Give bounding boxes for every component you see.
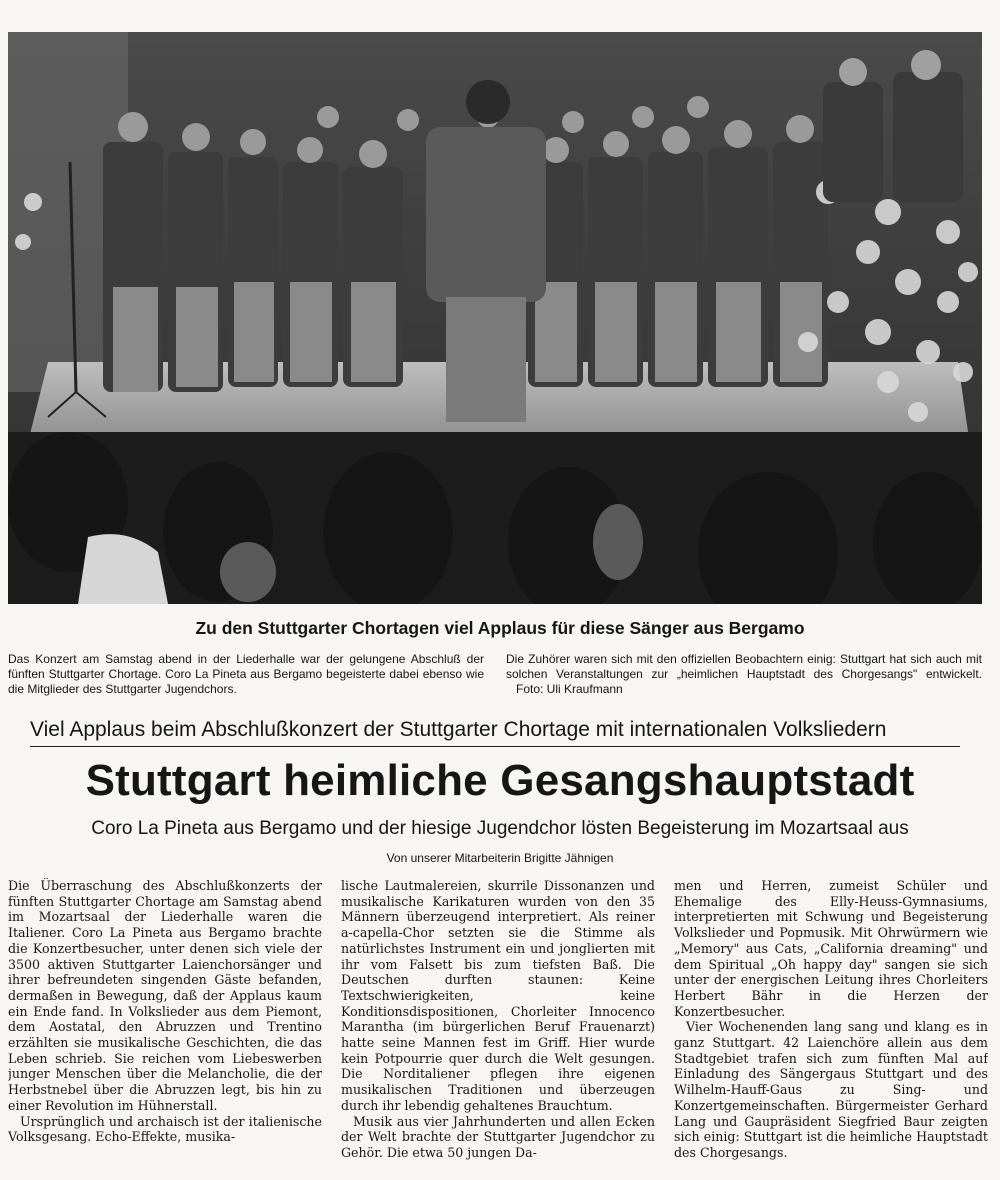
photo-caption-text-right-body: Die Zuhörer waren sich mit den offiziellen Beobachtern einig: Stuttgart hat sich auch mit solchen Veranstaltungen zur „heimlichen Hauptstadt des Chorgesangs" entwickelt. <box>506 652 982 681</box>
paragraph: Vier Wochenenden lang sang und klang es in ganz Stuttgart. 42 Laienchöre allein aus dem Stadtgebiet trafen sich zum fünften Mal auf Einladung des Sängergaus Stuttgart und des Wilhelm-Hauff-Gaus zu Sing- und Konzertgemeinschaften. Bürgermeister Gerhard Lang und Gaupräsident Siegfried Baur zeigten sich einig: Stuttgart ist die heimliche Hauptstadt des Chorgesangs. <box>674 1019 988 1160</box>
article-column-1 <box>8 878 322 1174</box>
article-headline: Stuttgart heimliche Gesangshauptstadt <box>85 756 915 805</box>
article-subhead: Coro La Pineta aus Bergamo und der hiesige Jugendchor lösten Begeisterung im Mozartsaal aus <box>91 818 909 839</box>
article-body <box>8 878 988 1174</box>
photo-caption <box>8 652 982 697</box>
photo-caption-text-left: Das Konzert am Samstag abend in der Liederhalle war der gelungene Abschluß der fünften Stuttgarter Chortage. Coro La Pineta aus Bergamo begeisterte dabei ebenso wie die Mitglieder des Stuttgarter Jugendchors. <box>8 652 484 696</box>
choir-photo <box>8 32 982 604</box>
paragraph: men und Herren, zumeist Schüler und Ehemalige des Elly-Heuss-Gymnasiums, interpretierten mit Schwung und Begeisterung Volkslieder und Popmusik. Mit Ohrwürmern wie „Memory" aus Cats, „California dreaming" und dem Spiritual „Oh happy day" sangen sie sich unter der energischen Leitung ihres Chorleiters Herbert Bähr in die Herzen der Konzertbesucher. <box>674 878 988 1019</box>
photo-caption-text-right <box>506 652 982 697</box>
article-column-2 <box>341 878 655 1174</box>
paragraph: Die Überraschung des Abschlußkonzerts der fünften Stuttgarter Chortage am Samstag abend im Mozartsaal der Liederhalle waren die Italiener. Coro La Pineta aus Bergamo brachte die Konzertbesucher, unter denen sich viele der 3500 aktiven Stuttgarter Laienchorsänger und ihrer befreundeten singenden Gäste befanden, dermaßen in Bewegung, daß der Applaus kaum ein Ende fand. In Volkslieder aus dem Piemont, dem Aostatal, den Abruzzen und Trentino erzählten sie musikalische Geschichten, die das Leben schrieb. Sie reichen vom Liebeswerben junger Menschen über die Melancholie, die der Herbstnebel über die Abruzzen legt, bis hin zu einer Revolution im Hühnerstall. <box>8 878 322 1113</box>
article-column-3 <box>674 878 988 1174</box>
paragraph: lische Lautmalereien, skurrile Dissonanzen und musikalische Karikaturen wurden von den 35 Männern überzeugend interpretiert. Als reiner a-capella-Chor setzten sie die Stimme als natürlichstes Instrument ein und jonglierten mit ihr vom Falsett bis zum tiefsten Baß. Die Deutschen durften staunen: Keine Textschwierigkeiten, keine Konditionsdispositionen, Chorleiter Innocenco Marantha (im bürgerlichen Beruf Frauenarzt) hatte seine Mannen fest im Griff. Hier wurde kein Potpourrie quer durch die Welt gesungen. Die Norditaliener pflegen ihre eigenen musikalischen Traditionen und überzeugen durch ihr lebendig gehaltenes Brauchtum. <box>341 878 655 1113</box>
paragraph: Ursprünglich und archaisch ist der italienische Volksgesang. Echo-Effekte, musika- <box>8 1113 322 1145</box>
photo-illustration <box>8 32 982 604</box>
paragraph: Musik aus vier Jahrhunderten und allen Ecken der Welt brachte der Stuttgarter Jugendchor zu Gehör. Die etwa 50 jungen Da- <box>341 1113 655 1160</box>
article-byline: Von unserer Mitarbeiterin Brigitte Jähnigen <box>386 851 614 865</box>
photo-headline: Zu den Stuttgarter Chortagen viel Applaus für diese Sänger aus Bergamo <box>195 618 805 638</box>
article-overline: Viel Applaus beim Abschlußkonzert der Stuttgarter Chortage mit internationalen Volksliedern <box>30 718 960 747</box>
photo-credit: Foto: Uli Kraufmann <box>516 682 623 696</box>
